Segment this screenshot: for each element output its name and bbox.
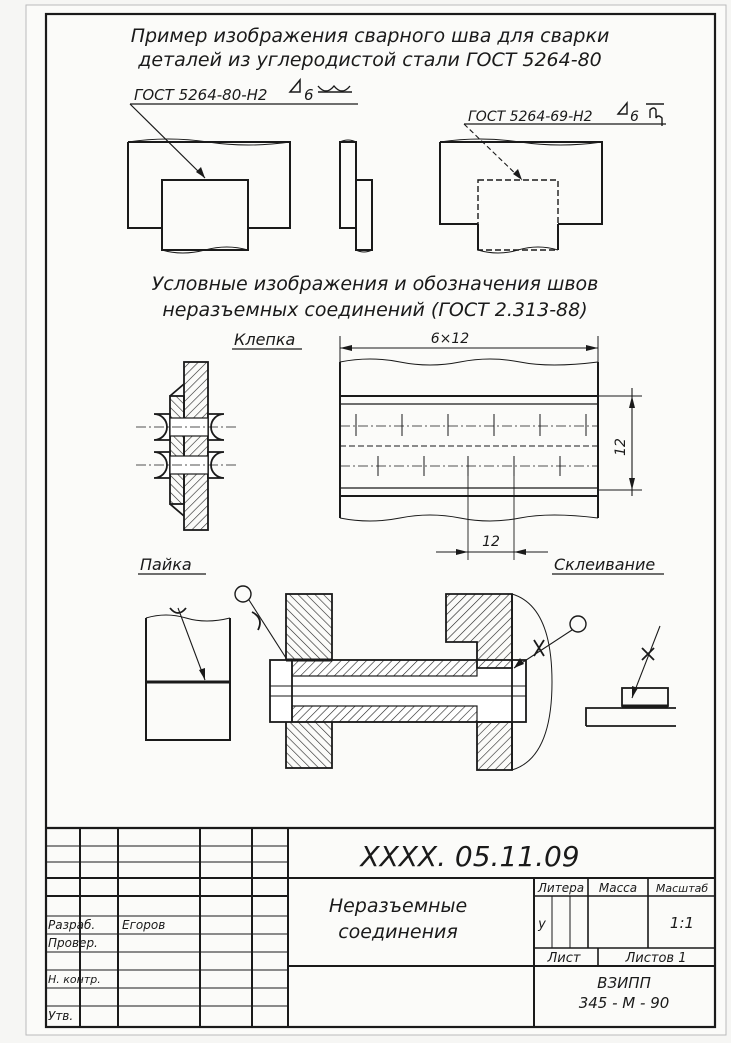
glue-title: Склеивание	[554, 555, 656, 574]
weld-left-label: ГОСТ 5264-80-Н2	[134, 86, 268, 104]
scale-value: 1:1	[669, 914, 695, 932]
sheets-label: Листов 1	[625, 951, 687, 966]
weld-left-size: 6	[304, 86, 314, 104]
sheet-label: Лист	[547, 951, 581, 966]
rivet-plate-left	[170, 396, 184, 504]
role-developer: Разраб.	[48, 918, 96, 932]
org-line2: 345 - М - 90	[578, 994, 670, 1012]
section2-line2: неразъемных соединений (ГОСТ 2.313-88)	[162, 299, 588, 321]
rivet-title: Клепка	[234, 330, 296, 349]
weld-right-label: ГОСТ 5264-69-Н2	[468, 109, 593, 125]
header-line1: Пример изображения сварного шва для сварки	[130, 25, 610, 47]
developer-name: Егоров	[122, 918, 166, 932]
weld-right-size: 6	[630, 109, 639, 125]
rivet-dim-bottom: 12	[482, 534, 500, 550]
role-approved: Утв.	[48, 1009, 74, 1023]
designation: XXXX. 05.11.09	[360, 840, 580, 873]
section2-line1: Условные изображения и обозначения швов	[151, 273, 599, 295]
shaft-lower	[292, 706, 477, 722]
litera-label: Литера	[537, 881, 585, 895]
role-checker: Провер.	[48, 936, 98, 950]
org-line1: ВЗИПП	[597, 974, 651, 992]
rivet-dim-top: 6×12	[430, 331, 470, 347]
rivet-dim-side: 12	[613, 438, 629, 456]
rivet-plate-right	[184, 362, 208, 530]
header-line2: деталей из углеродистой стали ГОСТ 5264-80	[138, 49, 602, 71]
scale-label: Масштаб	[655, 882, 709, 895]
role-norm-control: Н. контр.	[48, 973, 101, 986]
solder-title: Пайка	[140, 555, 192, 574]
name-line1: Неразъемные	[328, 895, 468, 917]
litera-value: у	[538, 917, 546, 932]
shaft-upper	[292, 660, 477, 676]
mass-label: Масса	[598, 881, 638, 895]
name-line2: соединения	[338, 921, 458, 943]
